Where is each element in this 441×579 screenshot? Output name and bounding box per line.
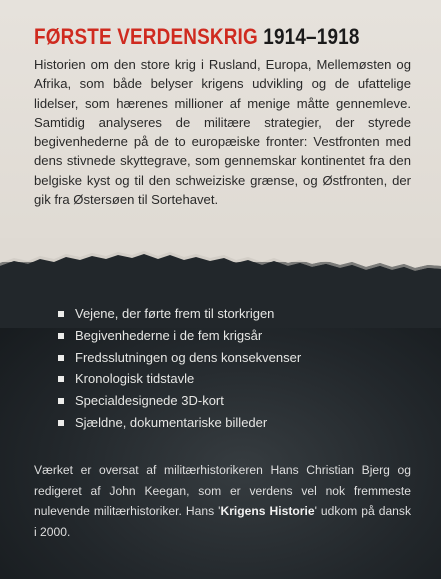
list-item-text: Sjældne, dokumentariske billeder [75,414,268,430]
square-bullet-icon [58,420,64,426]
list-item [58,303,301,325]
list-item [58,412,301,434]
intro-paragraph: Historien om den store krig i Rusland, Europa, Mellemøsten og Afrika, som både belyser krigens udvikling og de ufattelige lidelser, som hærenes millioner af menige måtte gennemleve. Samtidig analyseres de militære strategier, der styrede begivenhederne på de to europæiske fronter: Vestfronten med dens stivnede skyttegrave, som gennemskar kontinentet fra den belgiske kyst og til den schweiziske grænse, og Østfronten, der gik fra Østersøen til Sortehavet. [34,57,411,208]
list-item-text: Begivenhederne i de fem krigsår [75,327,263,343]
list-item-text: Specialdesignede 3D-kort [75,393,224,409]
list-item [58,390,301,412]
title-years: 1914–1918 [263,24,360,49]
square-bullet-icon [58,376,64,382]
outro-text-start: Værket er oversat af militærhistorikeren Hans Christian Bjerg og redigeret af John Keegan, som er verdens vel nok fremmeste nulevende militærhistoriker. Hans ' [34,463,411,518]
square-bullet-icon [58,333,64,339]
list-item-text: Kronologisk tidstavle [75,371,195,387]
series-title: Krigens Historie [220,504,315,518]
list-item [58,325,301,347]
outro-paragraph [34,460,411,542]
outro-text-end: ' udkom på dansk i 2000. [34,504,411,539]
square-bullet-icon [58,398,64,404]
feature-list [58,303,301,434]
list-item [58,347,301,369]
list-item-text: Vejene, der førte frem til storkrigen [75,306,275,321]
square-bullet-icon [58,355,64,361]
list-item [58,368,301,390]
list-item-text: Fredsslutningen og dens konsekvenser [75,349,302,365]
book-title [34,24,360,50]
square-bullet-icon [58,311,64,317]
title-text: FØRSTE VERDENSKRIG [34,24,258,49]
